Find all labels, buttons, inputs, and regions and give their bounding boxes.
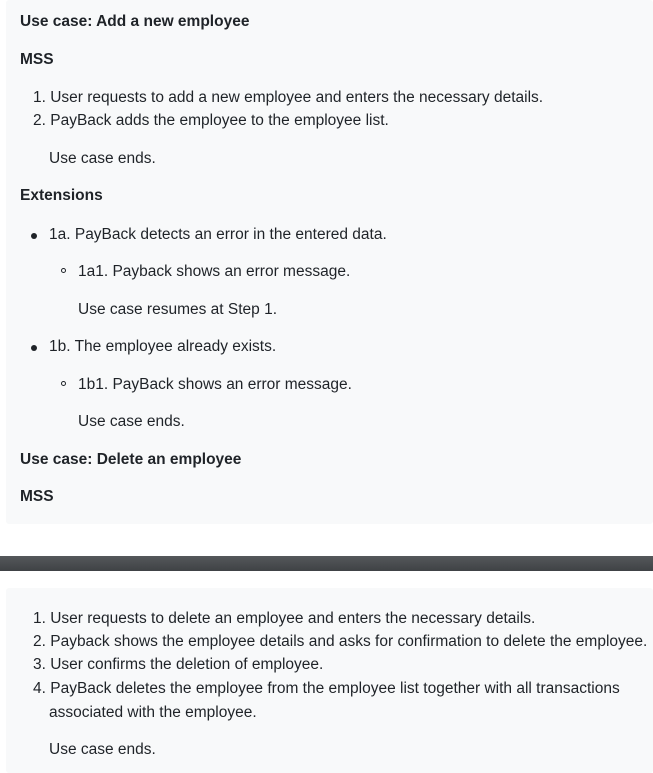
circle-bullet-icon bbox=[61, 381, 66, 386]
use-case-ends-note: Use case ends. bbox=[49, 741, 156, 758]
mss-step: 2. Payback shows the employee details and asks for confirmation to delete the employee. bbox=[33, 633, 648, 650]
mss-step: 2. PayBack adds the employee to the employee list. bbox=[33, 112, 389, 129]
bullet-icon bbox=[31, 233, 37, 239]
extensions-label: Extensions bbox=[20, 187, 103, 204]
mss-step-continuation: associated with the employee. bbox=[49, 704, 257, 721]
mss-step: 1. User requests to delete an employee and enters the necessary details. bbox=[33, 610, 536, 627]
screenshot-divider bbox=[0, 556, 653, 571]
extension-sub-item: 1a1. Payback shows an error message. bbox=[78, 263, 351, 280]
usecase-heading-add-employee: Use case: Add a new employee bbox=[20, 13, 250, 30]
mss-step: 3. User confirms the deletion of employee. bbox=[33, 656, 324, 673]
extension-note: Use case ends. bbox=[78, 413, 185, 430]
extension-item: 1b. The employee already exists. bbox=[49, 338, 277, 355]
extension-sub-item: 1b1. PayBack shows an error message. bbox=[78, 376, 352, 393]
mss-label: MSS bbox=[20, 51, 54, 68]
usecase-heading-delete-employee: Use case: Delete an employee bbox=[20, 451, 242, 468]
extension-note: Use case resumes at Step 1. bbox=[78, 301, 278, 318]
mss-step: 1. User requests to add a new employee and enters the necessary details. bbox=[33, 89, 544, 106]
circle-bullet-icon bbox=[61, 268, 66, 273]
extension-item: 1a. PayBack detects an error in the entered data. bbox=[49, 226, 387, 243]
use-case-ends-note: Use case ends. bbox=[49, 150, 156, 167]
mss-step: 4. PayBack deletes the employee from the employee list together with all transactions bbox=[33, 680, 620, 697]
bullet-icon bbox=[31, 345, 37, 351]
mss-label: MSS bbox=[20, 488, 54, 505]
